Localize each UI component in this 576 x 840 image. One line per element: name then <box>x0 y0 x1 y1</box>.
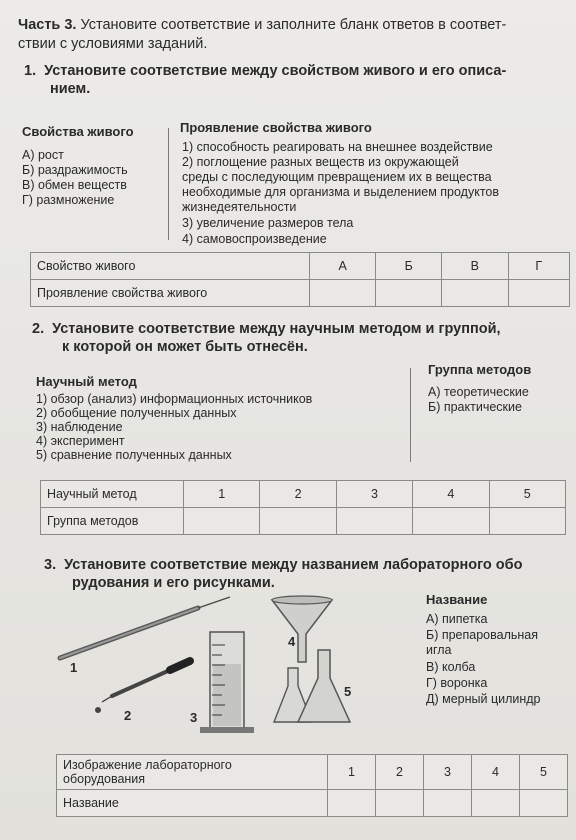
q3-title-line1: Установите соответствие между названием лабораторного обо <box>64 557 523 573</box>
q1-right-line: 4) самовоспроизведение <box>182 232 327 246</box>
part-text-line1: Установите соответствие и заполните бланк ответов в соответ- <box>76 17 507 33</box>
pipette-icon <box>95 661 190 713</box>
q2-table-header: 1 <box>184 481 260 508</box>
q2-answer-cell[interactable] <box>489 508 565 535</box>
q3-number: 3. <box>44 557 57 573</box>
q1-title-line1: Установите соответствие между свойством живого и его описа- <box>44 63 507 79</box>
figure-number: 1 <box>70 660 78 675</box>
q1-table-header: Г <box>508 253 570 280</box>
dissecting-needle-icon <box>60 597 230 658</box>
q1-right-line: 3) увеличение размеров тела <box>182 216 354 230</box>
q2-answer-cell[interactable] <box>413 508 489 535</box>
q1-table-row1-label: Свойство живого <box>31 253 310 280</box>
q1-table-header: А <box>310 253 376 280</box>
figure-number: 4 <box>288 634 296 649</box>
part-text-line2: ствии с условиями заданий. <box>18 36 208 52</box>
q1-answer-cell[interactable] <box>376 280 442 307</box>
q3-title-line2: рудования и его рисунками. <box>72 575 275 591</box>
q2-table-row2-label: Группа методов <box>41 508 184 535</box>
q3-answer-cell[interactable] <box>328 790 376 817</box>
q2-right-item: Б) практические <box>428 400 522 414</box>
q2-answer-table <box>40 480 566 535</box>
q1-answer-table <box>30 252 570 307</box>
q3-right-line: Б) препаровальная <box>426 628 539 642</box>
q1-col-right-header: Проявление свойства живого <box>180 120 372 135</box>
q2-col-right-header: Группа методов <box>428 362 532 377</box>
q2-answer-cell[interactable] <box>184 508 260 535</box>
q2-left-item: 4) эксперимент <box>36 434 125 448</box>
flask-icon <box>274 650 350 722</box>
q1-answer-cell[interactable] <box>442 280 508 307</box>
q3-table-row1-label <box>57 755 328 790</box>
q2-answer-cell[interactable] <box>336 508 412 535</box>
q2-col-left-header: Научный метод <box>36 374 137 389</box>
q3-table-row1-label-line2: оборудования <box>63 772 146 786</box>
q3-right-line: Г) воронка <box>426 676 488 690</box>
q3-right-line: В) колба <box>426 660 476 674</box>
q1-right-line: жизнедеятельности <box>182 200 297 214</box>
figure-number: 2 <box>124 708 132 723</box>
q1-answer-cell[interactable] <box>508 280 570 307</box>
figure-number: 3 <box>190 710 198 725</box>
q3-answer-cell[interactable] <box>424 790 472 817</box>
q2-right-item: А) теоретические <box>428 385 529 399</box>
q1-left-item: Б) раздражимость <box>22 163 128 177</box>
part-label: Часть 3. <box>18 17 77 33</box>
q3-table-row1-label-line1: Изображение лабораторного <box>63 758 232 772</box>
graduated-cylinder-icon <box>200 632 254 733</box>
q1-number: 1. <box>24 63 37 79</box>
q1-col-left-header: Свойства живого <box>22 124 134 139</box>
q1-table-header: Б <box>376 253 442 280</box>
q3-col-right-header: Название <box>426 592 488 607</box>
q1-table-header: В <box>442 253 508 280</box>
q2-table-header: 5 <box>489 481 565 508</box>
q2-left-item: 5) сравнение полученных данных <box>36 448 232 462</box>
q2-title <box>32 320 572 356</box>
q3-table-row2-label: Название <box>57 790 328 817</box>
q1-title-line2: нием. <box>50 81 91 97</box>
q3-answer-cell[interactable] <box>376 790 424 817</box>
q3-right-line: Д) мерный цилиндр <box>426 692 541 706</box>
q3-table-header: 1 <box>328 755 376 790</box>
q2-table-row1-label: Научный метод <box>41 481 184 508</box>
lab-equipment-illustration <box>40 590 370 740</box>
q3-table-header: 3 <box>424 755 472 790</box>
q1-left-item: А) рост <box>22 148 64 162</box>
q3-table-header: 2 <box>376 755 424 790</box>
q2-divider <box>410 368 411 462</box>
q1-right-line: 2) поглощение разных веществ из окружающей <box>182 155 459 169</box>
q3-table-header: 4 <box>472 755 520 790</box>
q1-answer-cell[interactable] <box>310 280 376 307</box>
q2-left-item: 1) обзор (анализ) информационных источников <box>36 392 313 406</box>
q2-table-header: 4 <box>413 481 489 508</box>
q1-left-item: В) обмен веществ <box>22 178 127 192</box>
q2-number: 2. <box>32 321 45 337</box>
q3-right-line: игла <box>426 643 452 657</box>
lab-equipment-drawing <box>40 590 370 740</box>
q1-left-item: Г) размножение <box>22 193 115 207</box>
q2-left-item: 2) обобщение полученных данных <box>36 406 237 420</box>
q2-table-header: 2 <box>260 481 336 508</box>
q3-answer-cell[interactable] <box>472 790 520 817</box>
q1-right-line: необходимые для организма и выделением продуктов <box>182 185 500 199</box>
q1-right-line: 1) способность реагировать на внешнее воздействие <box>182 140 493 154</box>
q3-right-line: А) пипетка <box>426 612 488 626</box>
q2-answer-cell[interactable] <box>260 508 336 535</box>
q3-answer-cell[interactable] <box>520 790 568 817</box>
part-header <box>18 16 563 54</box>
q3-title <box>44 556 574 592</box>
figure-number: 5 <box>344 684 352 699</box>
q2-title-line2: к которой он может быть отнесён. <box>62 339 308 355</box>
q2-left-item: 3) наблюдение <box>36 420 123 434</box>
q3-answer-table <box>56 754 568 817</box>
q1-table-row2-label: Проявление свойства живого <box>31 280 310 307</box>
q3-table-header: 5 <box>520 755 568 790</box>
q2-table-header: 3 <box>336 481 412 508</box>
q1-title <box>24 62 564 98</box>
q2-title-line1: Установите соответствие между научным методом и группой, <box>52 321 501 337</box>
q1-divider <box>168 128 169 240</box>
q1-right-line: среды с последующим превращением их в вещества <box>182 170 492 184</box>
